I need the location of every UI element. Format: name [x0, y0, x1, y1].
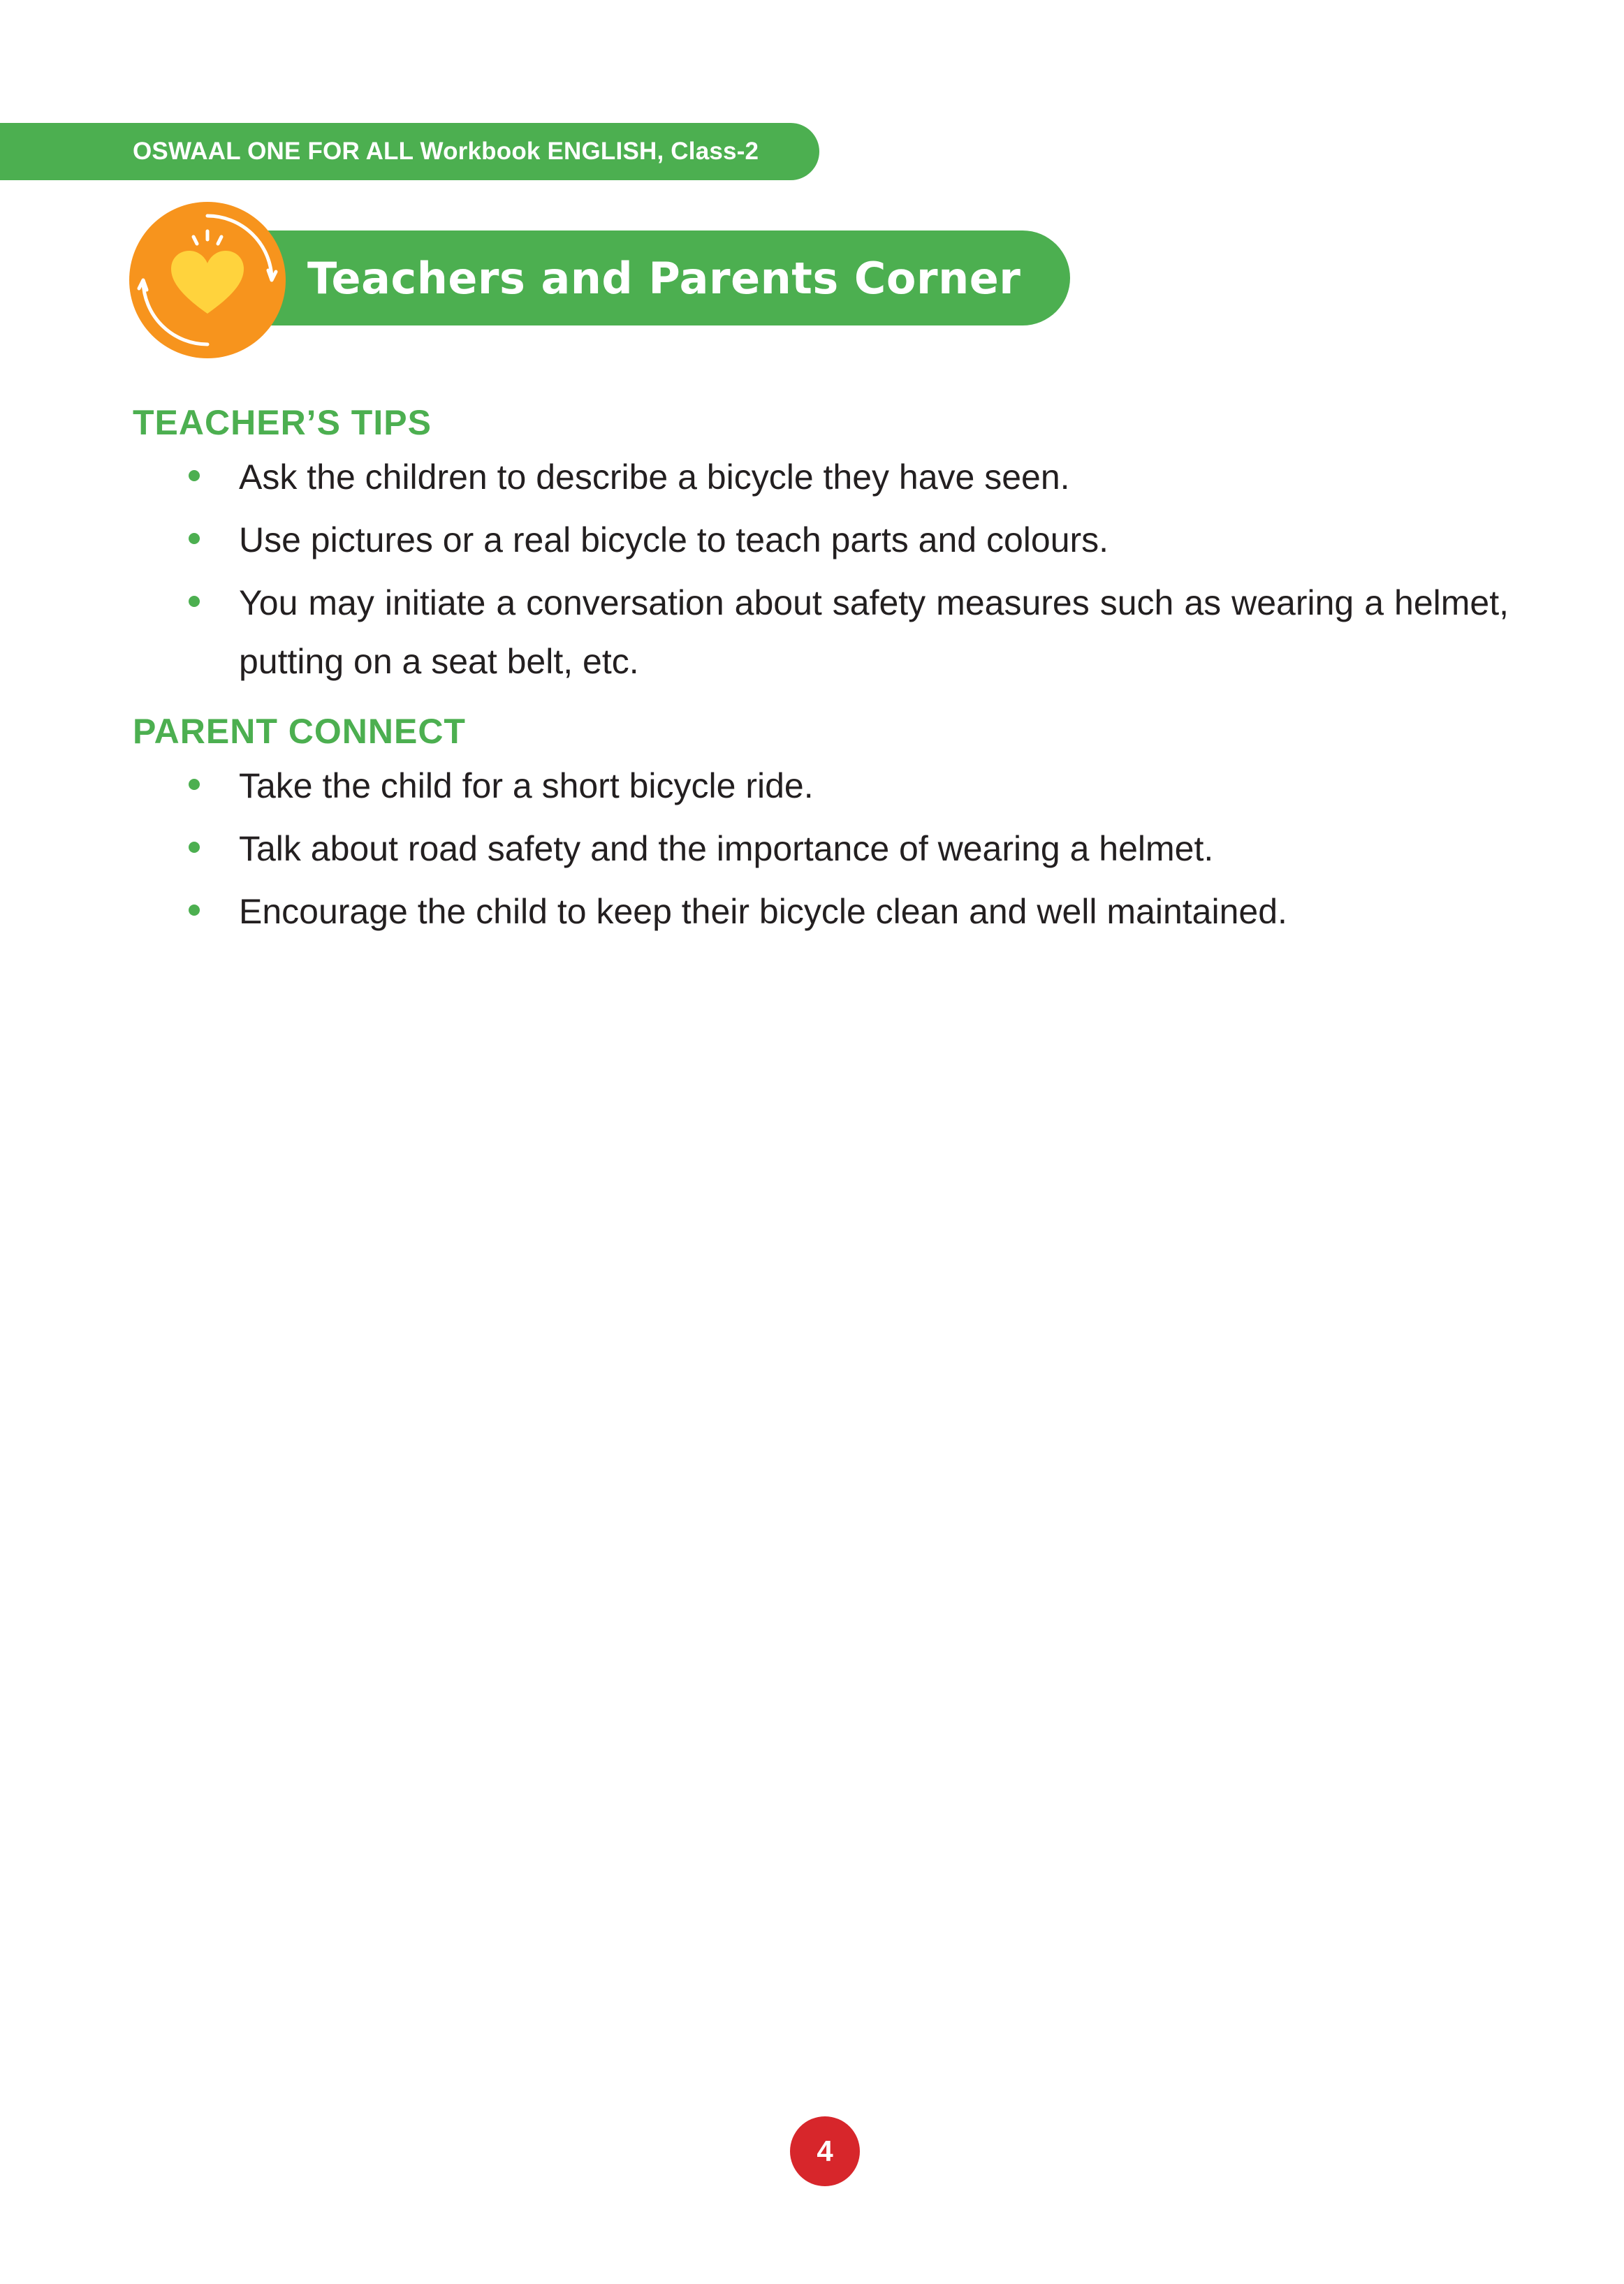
section-title: Teachers and Parents Corner [307, 252, 1021, 304]
list-item: You may initiate a conversation about safety measures such as wearing a helmet, putting on a seat belt, etc. [133, 573, 1509, 691]
bullet-icon [189, 533, 200, 544]
bullet-icon [189, 470, 200, 481]
bullet-icon [189, 905, 200, 916]
bullet-icon [189, 596, 200, 607]
book-title: OSWAAL ONE FOR ALL Workbook ENGLISH, Class-2 [133, 138, 759, 165]
parent-connect-heading: PARENT CONNECT [133, 712, 466, 751]
list-item: Talk about road safety and the importance of wearing a helmet. [133, 819, 1509, 878]
list-item: Ask the children to describe a bicycle they have seen. [133, 448, 1509, 506]
list-item: Take the child for a short bicycle ride. [133, 756, 1509, 815]
teacher-tips-section [133, 402, 1509, 691]
page-number-badge [790, 2116, 860, 2186]
parent-connect-list [133, 756, 1509, 941]
bullet-icon [189, 842, 200, 853]
bullet-icon [189, 779, 200, 790]
heart-badge-icon [128, 200, 287, 360]
list-item: Use pictures or a real bicycle to teach parts and colours. [133, 511, 1509, 569]
teacher-tips-heading: TEACHER’S TIPS [133, 403, 432, 442]
list-item: Encourage the child to keep their bicycle clean and well maintained. [133, 882, 1509, 941]
page-number: 4 [817, 2135, 833, 2167]
book-title-header [0, 123, 819, 180]
parent-connect-section [133, 710, 1509, 941]
teacher-tips-list [133, 448, 1509, 691]
